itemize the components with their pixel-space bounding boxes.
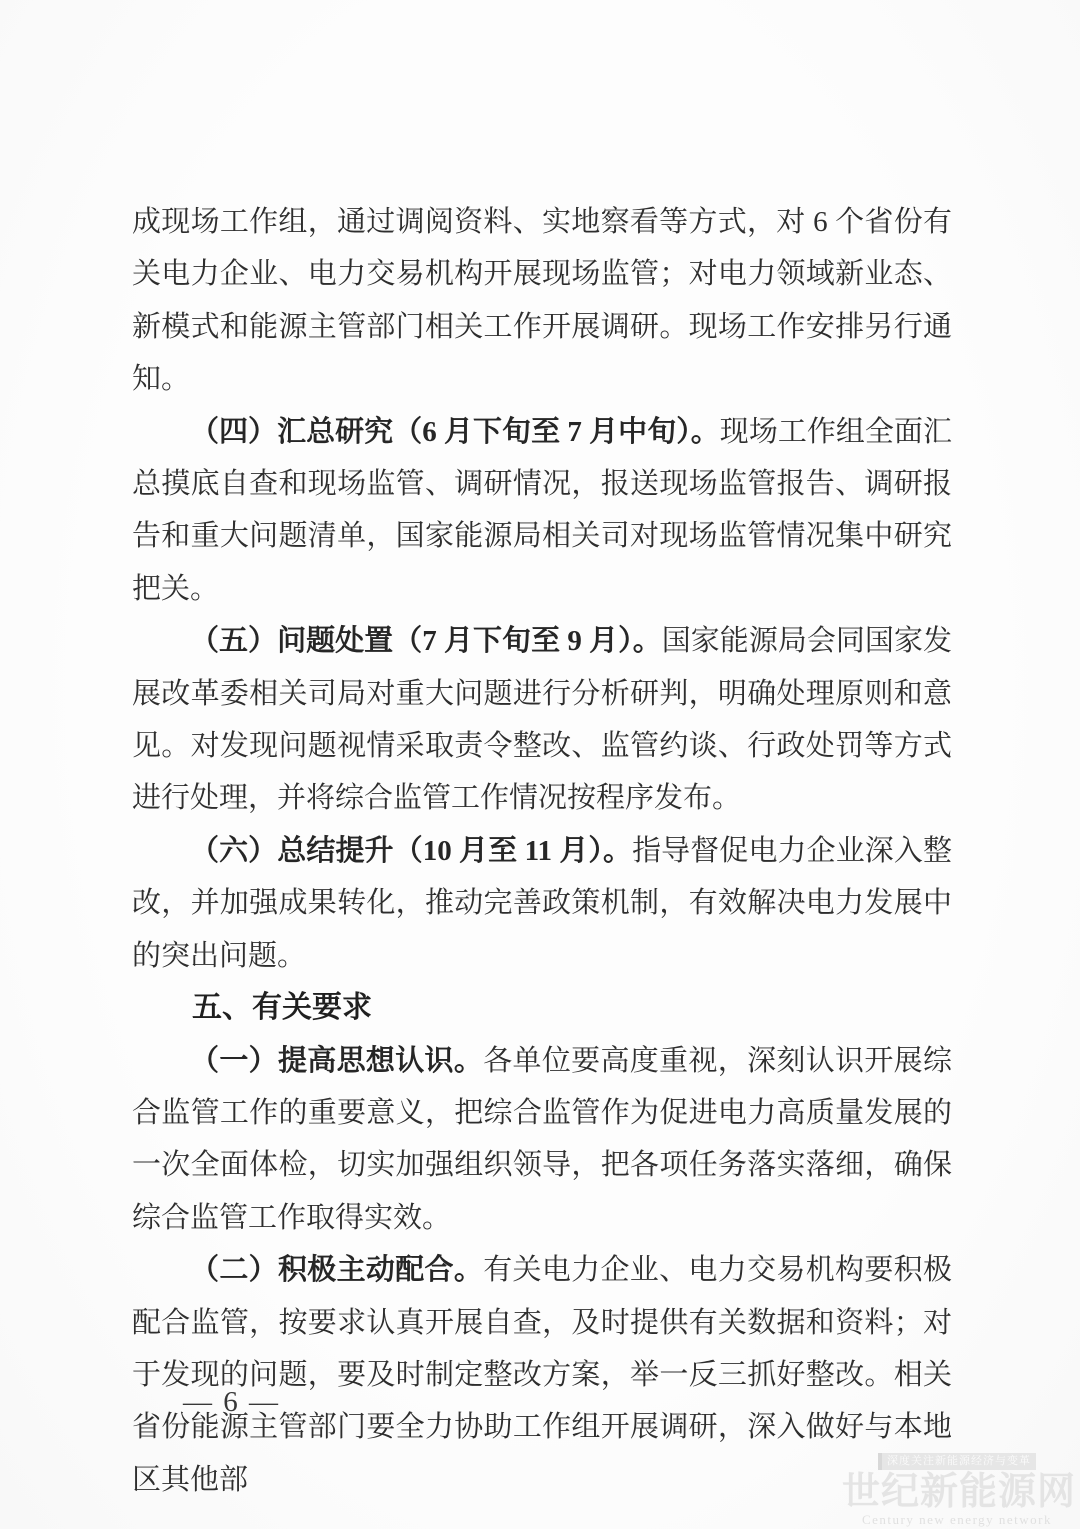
paragraph-text: 各单位要高度重视，深刻认识开展综合监管工作的重要意义，把综合监管作为促进电力高质量发展的一次全面体检，切实加强组织领导，把各项任务落实落细，确保综合监管工作取得实效。 bbox=[132, 1044, 952, 1234]
paragraph-lead: （六）总结提升（10 月至 11 月）。 bbox=[190, 834, 633, 867]
watermark-brand: 世纪新能源网 bbox=[842, 1471, 1077, 1513]
paragraph-schedule-5 bbox=[132, 615, 952, 825]
paragraph-text: 国家能源局会同国家发展改革委相关司局对重大问题进行分析研判，明确处理原则和意见。对发现问题视情采取责令整改、监管约谈、行政处罚等方式进行处理，并将综合监管工作情况按程序发布。 bbox=[132, 625, 952, 815]
paragraph-schedule-6 bbox=[132, 825, 952, 982]
site-watermark bbox=[842, 1451, 1077, 1527]
paragraph-lead: （四）汇总研究（6 月下旬至 7 月中旬）。 bbox=[190, 415, 720, 448]
watermark-tagline: 深度关注新能源经济与变革 bbox=[878, 1453, 1036, 1470]
paragraph-requirement-2 bbox=[132, 1244, 952, 1506]
paragraph-requirement-1 bbox=[132, 1035, 952, 1245]
watermark-brand-english: Century new energy network bbox=[861, 1512, 1053, 1527]
paragraph-lead: （五）问题处置（7 月下旬至 9 月）。 bbox=[190, 625, 662, 658]
paragraph-text: 指导督促电力企业深入整改，并加强成果转化，推动完善政策机制，有效解决电力发展中的突出问题。 bbox=[132, 834, 952, 972]
paragraph-schedule-4 bbox=[132, 406, 952, 616]
document-body bbox=[132, 196, 952, 1506]
section-heading: 五、有关要求 bbox=[192, 991, 372, 1025]
page-number: — 6 — bbox=[183, 1386, 280, 1418]
paragraph-text: 成现场工作组，通过调阅资料、实地察看等方式，对 6 个省份有关电力企业、电力交易机构开展现场监管；对电力领域新业态、新模式和能源主管部门相关工作开展调研。现场工作安排另行通知。 bbox=[132, 206, 952, 396]
paragraph-text: 有关电力企业、电力交易机构要积极配合监管，按要求认真开展自查，及时提供有关数据和资料；对于发现的问题，要及时制定整改方案，举一反三抓好整改。相关省份能源主管部门要全力协助工作组开展调研，深入做好与本地区其他部 bbox=[132, 1254, 952, 1496]
paragraph-lead: （二）积极主动配合。 bbox=[190, 1254, 484, 1287]
paragraph-text: 现场工作组全面汇总摸底自查和现场监管、调研情况，报送现场监管报告、调研报告和重大问题清单，国家能源局相关司对现场监管情况集中研究把关。 bbox=[132, 415, 952, 605]
paragraph-lead: （一）提高思想认识。 bbox=[190, 1044, 484, 1077]
paragraph-continuation bbox=[132, 196, 952, 406]
